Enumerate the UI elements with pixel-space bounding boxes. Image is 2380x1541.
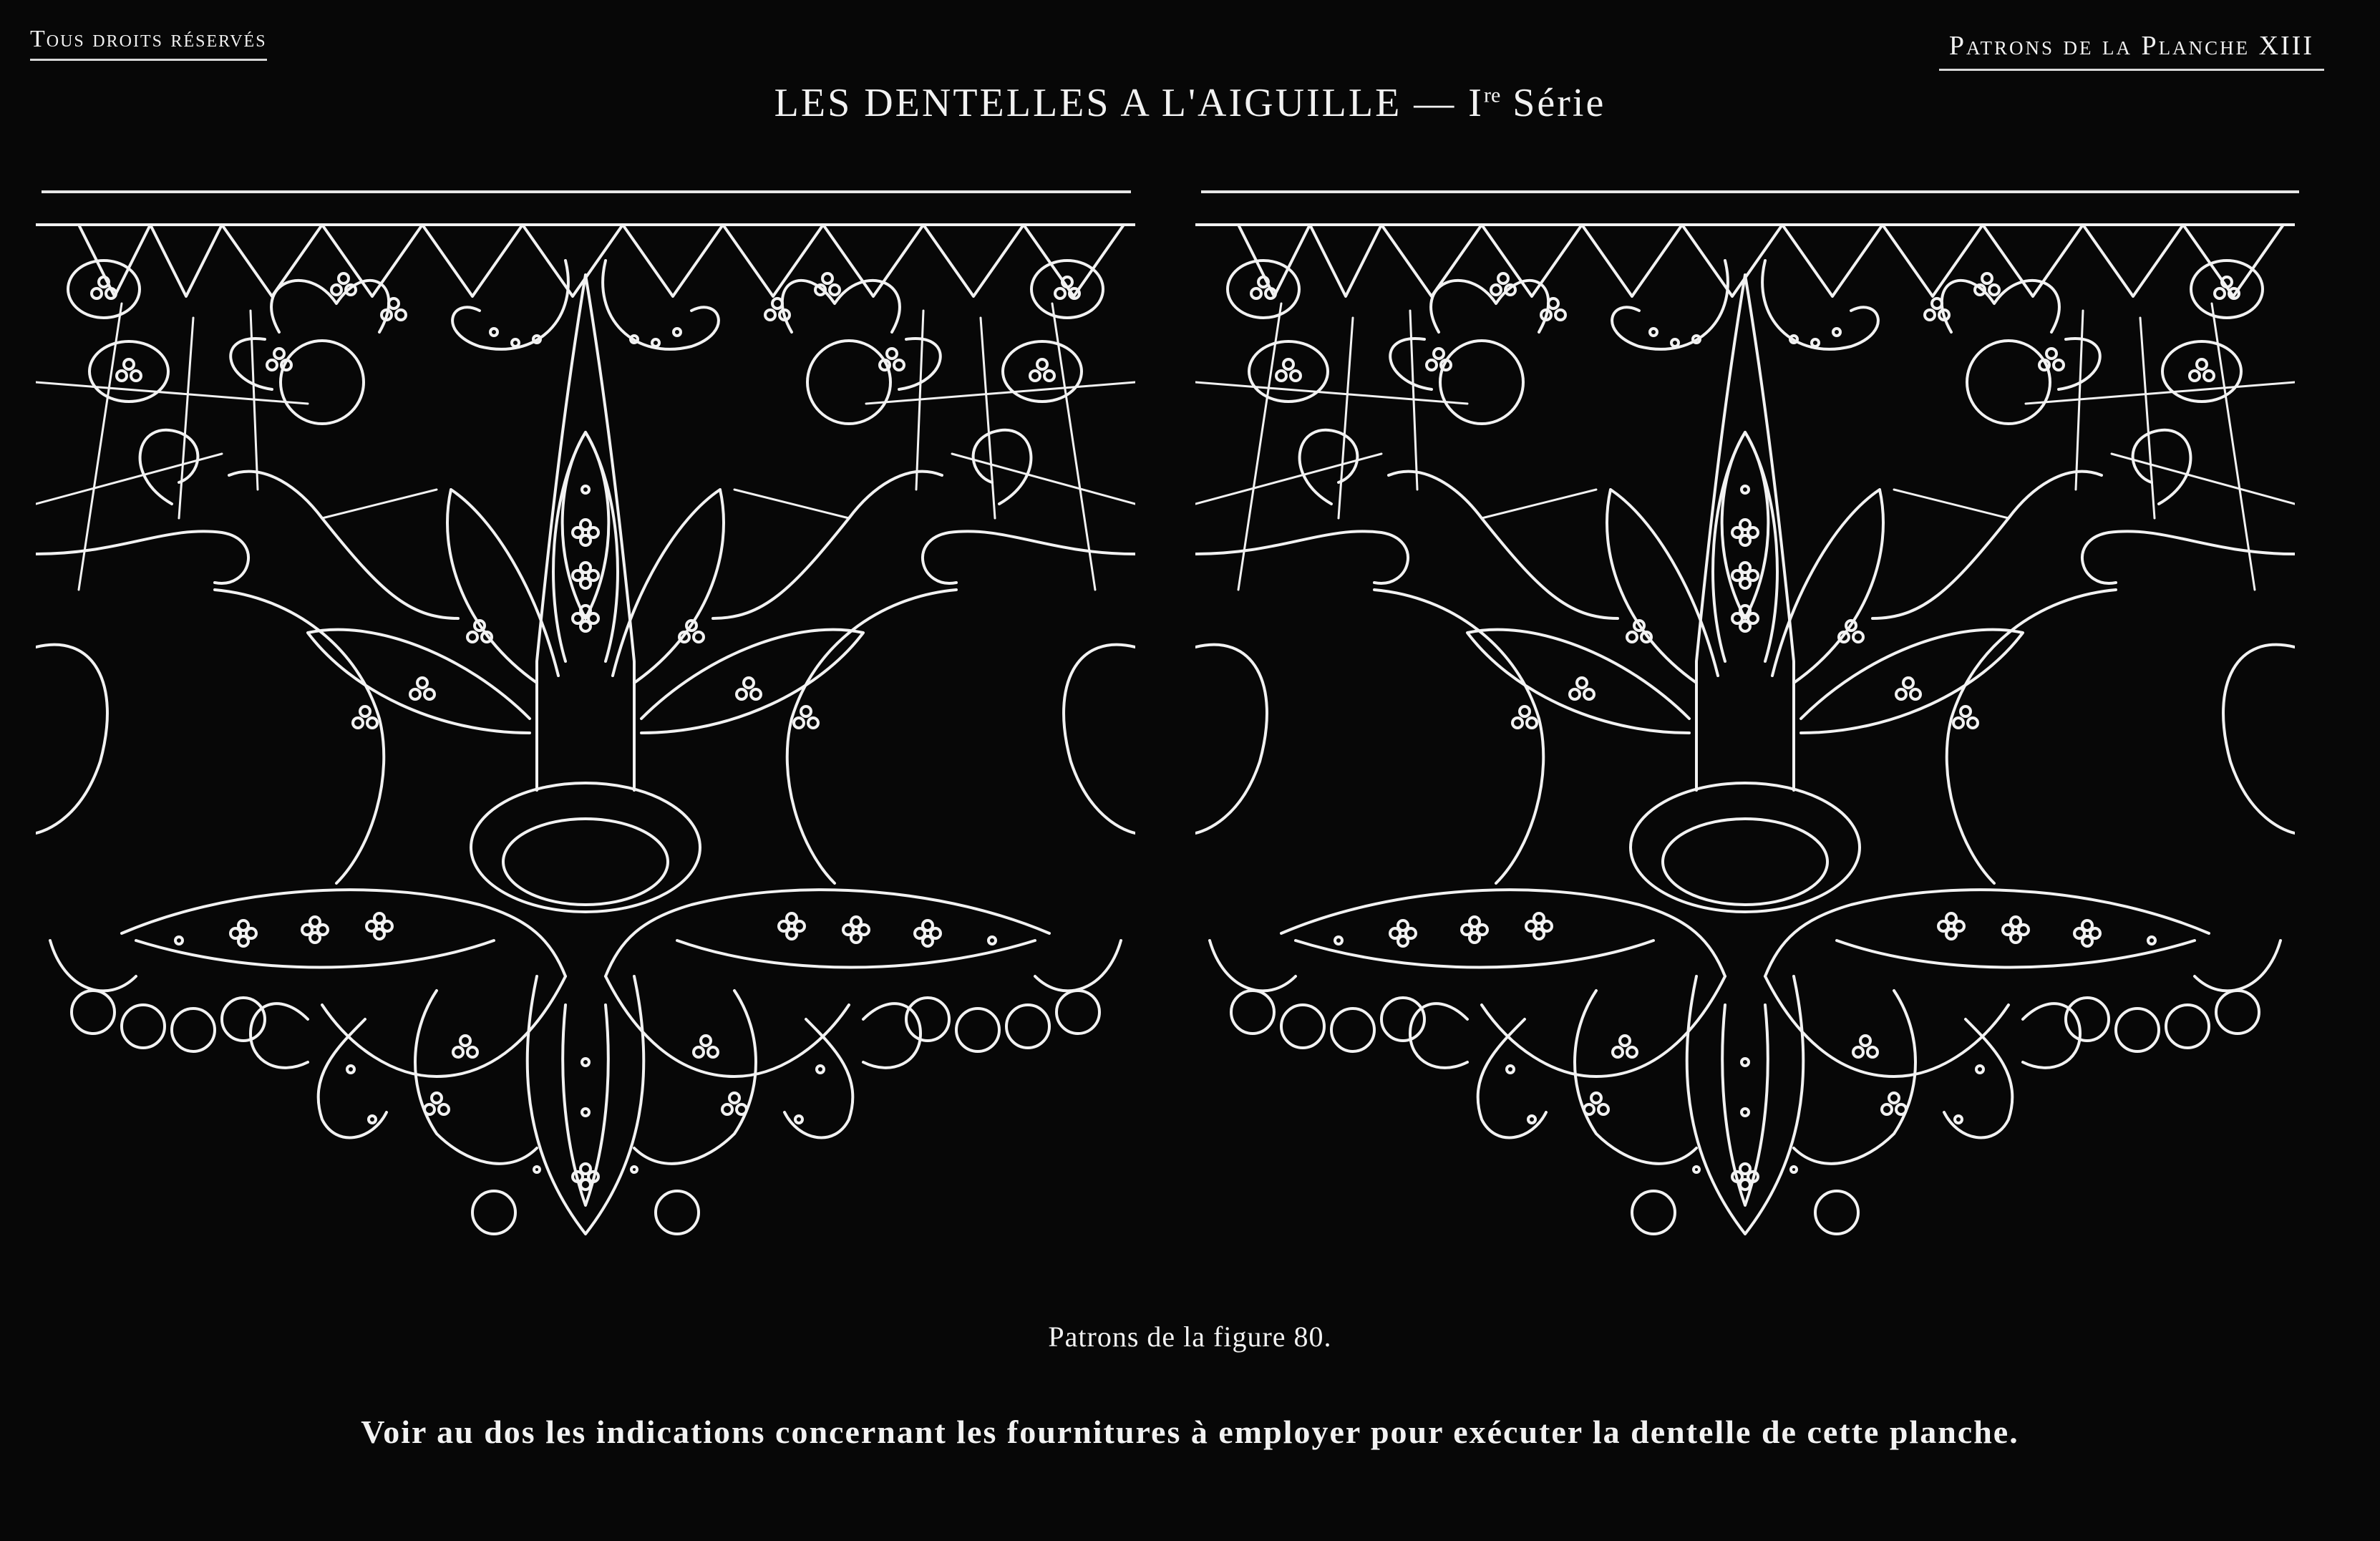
lace-pattern-right: [1195, 218, 2295, 1291]
top-rule-right: [1201, 190, 2299, 193]
supplies-note: Voir au dos les indications concernant les fournitures à employer pour exécuter la dentelle de cette planche.: [361, 1414, 2019, 1450]
lace-drawing-left: [36, 218, 1135, 1291]
title-superscript: re: [1483, 83, 1501, 107]
title-series: Série: [1500, 81, 1606, 125]
plate-label: Patrons de la Planche XIII: [1939, 30, 2324, 71]
title-text: LES DENTELLES A L'AIGUILLE — I: [774, 81, 1484, 125]
figure-caption: Patrons de la figure 80.: [1048, 1321, 1332, 1353]
page-title: [0, 80, 2380, 126]
lace-drawing-right: [1195, 218, 2295, 1291]
top-rule-left: [42, 190, 1131, 193]
rights-notice: Tous droits réservés: [30, 26, 267, 61]
lace-pattern-left: [36, 218, 1135, 1291]
